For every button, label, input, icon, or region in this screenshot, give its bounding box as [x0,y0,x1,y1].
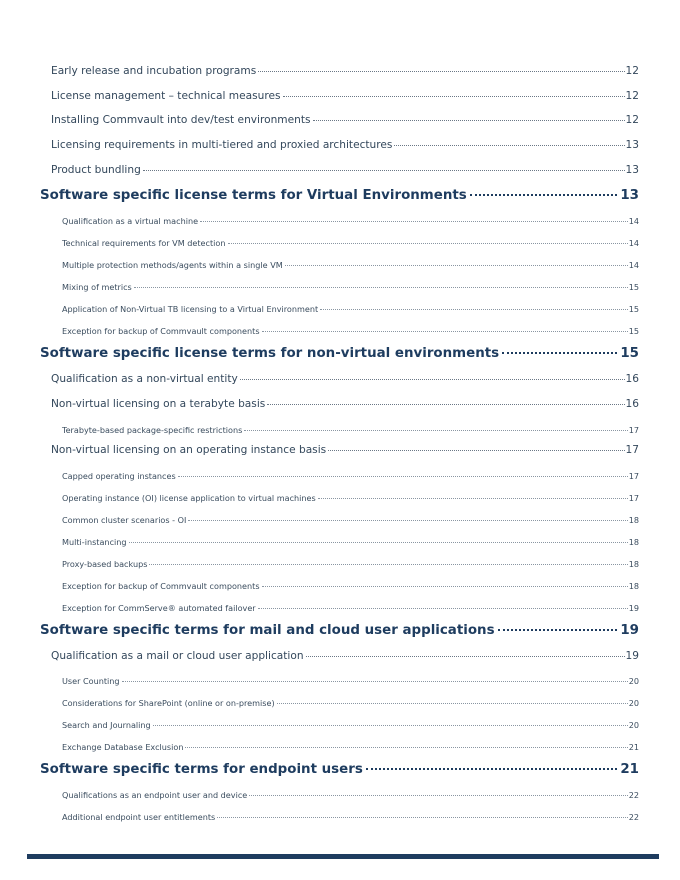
toc-entry-title: Qualification as a virtual machine [62,216,199,226]
toc-entry-page: 14 [628,238,639,248]
toc-entry[interactable] [51,90,639,102]
dot-leader [134,286,628,288]
dot-leader [240,378,625,380]
toc-entry[interactable] [51,65,639,77]
dot-leader [502,351,617,354]
toc-entry-title: Software specific terms for endpoint users [40,762,363,777]
toc-entry[interactable] [62,603,639,613]
toc-entry-page: 12 [625,65,639,77]
toc-entry[interactable] [51,398,639,410]
toc-entry[interactable] [62,260,639,270]
toc-entry-title: Terabyte-based package-specific restrictions [62,425,243,435]
dot-leader [143,169,625,171]
toc-entry-page: 19 [620,623,639,638]
toc-entry[interactable] [62,282,639,292]
toc-entry-page: 16 [625,398,639,410]
toc-entry-page: 13 [620,188,639,203]
toc-entry-page: 22 [628,790,639,800]
toc-entry-title: Search and Journaling [62,720,151,730]
dot-leader [262,330,628,332]
dot-leader [320,308,628,310]
toc-entry-page: 21 [620,762,639,777]
dot-leader [249,794,627,796]
footer-bar [27,854,659,859]
toc-entry-page: 17 [628,471,639,481]
toc-entry-title: Software specific license terms for non-virtual environments [40,346,500,361]
toc-entry-title: Capped operating instances [62,471,176,481]
toc-entry-title: Operating instance (OI) license application to virtual machines [62,493,316,503]
toc-section-heading[interactable] [40,762,639,777]
toc-entry-page: 14 [628,260,639,270]
toc-entry-title: Qualification as a mail or cloud user application [51,650,304,662]
toc-entry[interactable] [62,742,639,752]
toc-entry[interactable] [51,444,639,456]
toc-entry[interactable] [62,493,639,503]
dot-leader [366,767,618,770]
toc-entry-title: Exception for backup of Commvault components [62,326,260,336]
toc-entry-page: 18 [628,537,639,547]
dot-leader [498,628,618,631]
toc-entry[interactable] [62,698,639,708]
dot-leader [258,70,624,72]
toc-entry-page: 21 [628,742,639,752]
toc-entry-title: Common cluster scenarios - OI [62,515,187,525]
toc-entry-page: 16 [625,373,639,385]
toc-entry-page: 20 [628,698,639,708]
dot-leader [306,655,625,657]
dot-leader [470,193,618,196]
toc-entry-title: Multi-instancing [62,537,127,547]
dot-leader [328,449,624,451]
toc-entry[interactable] [62,238,639,248]
toc-entry-page: 20 [628,720,639,730]
toc-entry-title: Technical requirements for VM detection [62,238,226,248]
toc-entry[interactable] [62,790,639,800]
toc-entry-page: 14 [628,216,639,226]
toc-entry-title: Mixing of metrics [62,282,132,292]
toc-section-heading[interactable] [40,346,639,361]
toc-entry-title: Multiple protection methods/agents within a single VM [62,260,283,270]
dot-leader [228,242,628,244]
toc-entry-page: 20 [628,676,639,686]
toc-entry-title: Software specific terms for mail and cloud user applications [40,623,495,638]
toc-entry[interactable] [51,650,639,662]
toc-entry-title: Qualifications as an endpoint user and device [62,790,248,800]
toc-entry-title: Considerations for SharePoint (online or on-premise) [62,698,275,708]
toc-entry-title: Exchange Database Exclusion [62,742,184,752]
toc-entry[interactable] [51,373,639,385]
toc-entry-page: 18 [628,581,639,591]
toc-entry-page: 18 [628,515,639,525]
toc-entry-title: Application of Non-Virtual TB licensing to a Virtual Environment [62,304,319,314]
toc-entry[interactable] [62,812,639,822]
dot-leader [153,724,628,726]
dot-leader [394,144,624,146]
dot-leader [267,403,624,405]
toc-entry-page: 17 [625,444,639,456]
toc-entry-title: Additional endpoint user entitlements [62,812,216,822]
toc-entry-page: 12 [625,114,639,126]
toc-entry-page: 18 [628,559,639,569]
toc-entry[interactable] [62,326,639,336]
toc-entry[interactable] [51,164,639,176]
toc-entry[interactable] [62,537,639,547]
toc-entry-page: 13 [625,164,639,176]
dot-leader [129,541,628,543]
dot-leader [285,264,628,266]
dot-leader [122,680,628,682]
toc-entry[interactable] [62,515,639,525]
toc-entry-title: Early release and incubation programs [51,65,257,77]
toc-entry[interactable] [62,425,639,435]
dot-leader [313,119,625,121]
toc-entry-title: Exception for backup of Commvault components [62,581,260,591]
toc-entry-page: 13 [625,139,639,151]
dot-leader [283,95,625,97]
toc-entry-page: 19 [628,603,639,613]
dot-leader [258,607,628,609]
dot-leader [318,497,628,499]
toc-entry-page: 12 [625,90,639,102]
toc-entry-page: 15 [620,346,639,361]
toc-section-heading[interactable] [40,623,639,638]
toc-entry[interactable] [62,471,639,481]
toc-entry-title: Non-virtual licensing on a terabyte basis [51,398,266,410]
toc-section-heading[interactable] [40,188,639,203]
toc-entry-title: Proxy-based backups [62,559,148,569]
toc-entry-page: 15 [628,304,639,314]
dot-leader [217,816,627,818]
toc-entry[interactable] [62,676,639,686]
dot-leader [178,475,628,477]
dot-leader [188,519,627,521]
toc-entry-title: Non-virtual licensing on an operating instance basis [51,444,327,456]
toc-entry-title: Installing Commvault into dev/test environments [51,114,311,126]
dot-leader [200,220,628,222]
toc-entry-title: License management – technical measures [51,90,281,102]
toc-entry[interactable] [51,139,639,151]
dot-leader [185,746,627,748]
toc-entry-page: 15 [628,282,639,292]
toc-entry-page: 17 [628,425,639,435]
toc-entry-page: 19 [625,650,639,662]
toc-entry[interactable] [62,720,639,730]
toc-entry-title: Software specific license terms for Virtual Environments [40,188,467,203]
toc-entry[interactable] [62,559,639,569]
toc-entry-page: 17 [628,493,639,503]
dot-leader [262,585,628,587]
dot-leader [244,429,627,431]
toc-entry-title: Exception for CommServe® automated failover [62,603,256,613]
toc-entry[interactable] [51,114,639,126]
toc-entry-page: 15 [628,326,639,336]
toc-entry-page: 22 [628,812,639,822]
toc-entry-title: Licensing requirements in multi-tiered and proxied architectures [51,139,393,151]
dot-leader [149,563,627,565]
dot-leader [277,702,628,704]
toc-entry[interactable] [62,581,639,591]
toc-entry[interactable] [62,304,639,314]
toc-entry-title: Qualification as a non-virtual entity [51,373,238,385]
toc-entry-title: User Counting [62,676,120,686]
toc-entry-title: Product bundling [51,164,141,176]
toc-entry[interactable] [62,216,639,226]
